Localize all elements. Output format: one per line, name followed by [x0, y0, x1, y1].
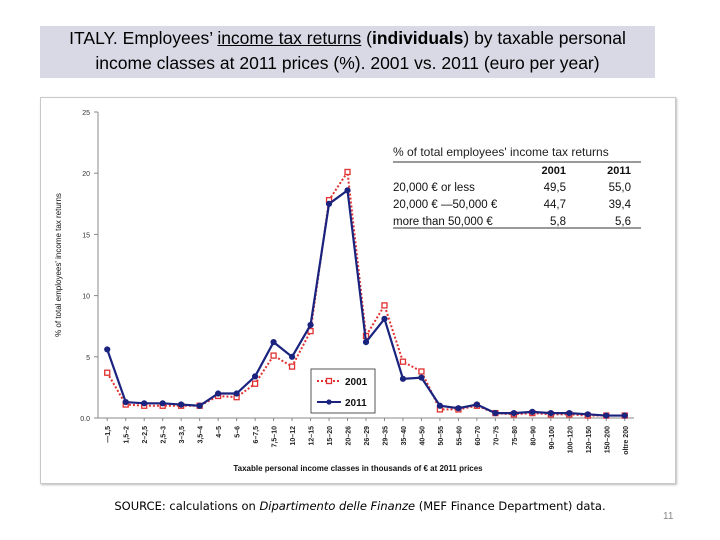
data-point-2011 — [456, 406, 461, 411]
data-point-2011 — [160, 401, 165, 406]
inset-table-cell: 49,5 — [543, 182, 566, 194]
data-point-2011 — [437, 403, 442, 408]
data-point-2011 — [622, 413, 627, 418]
data-point-2011 — [105, 347, 110, 352]
y-tick-label: 10 — [82, 293, 90, 301]
data-point-2011 — [123, 399, 128, 404]
title-bold: individuals — [371, 28, 464, 48]
inset-table-cell: 39,4 — [608, 199, 631, 211]
x-tick-label: 100–120 — [567, 426, 575, 454]
data-point-2011 — [216, 391, 221, 396]
x-tick-label: 12–15 — [308, 426, 316, 446]
x-tick-label: 10–12 — [290, 426, 298, 446]
title-line2: income classes at 2011 prices (%). 2001 vs. 2011 (euro per year) — [95, 53, 600, 73]
data-point-2011 — [604, 413, 609, 418]
slide-title — [40, 26, 655, 78]
source-prefix: SOURCE: calculations on — [114, 499, 260, 513]
x-tick-label: 70–75 — [493, 426, 501, 446]
data-point-2001 — [419, 369, 424, 374]
y-tick-label: 25 — [82, 110, 90, 117]
x-tick-label: 20–26 — [345, 426, 353, 446]
data-point-2011 — [289, 354, 294, 359]
x-tick-label: 75–80 — [511, 426, 519, 446]
inset-table-row-label: more than 50,000 € — [393, 216, 493, 228]
y-tick-label: 15 — [82, 232, 90, 240]
y-axis-title: % of total employees' income tax returns — [54, 193, 63, 337]
source-italic: Dipartimento delle Finanze — [259, 499, 416, 513]
page-number: 11 — [663, 511, 674, 522]
inset-table-cell: 55,0 — [608, 182, 631, 194]
data-point-2011 — [197, 403, 202, 408]
x-tick-label: 15–20 — [327, 426, 335, 446]
title-part1: ITALY. Employees’ — [69, 28, 218, 48]
x-tick-label: 40–50 — [419, 426, 427, 446]
title-part3: ) by taxable personal — [463, 28, 626, 48]
inset-table-row-label: 20,000 € —50,000 € — [393, 199, 498, 211]
inset-table-row-label: 20,000 € or less — [393, 182, 475, 194]
chart-frame — [40, 97, 676, 484]
x-tick-label: 90–100 — [548, 426, 556, 450]
source-suffix: (MEF Finance Department) data. — [415, 499, 606, 513]
x-tick-label: 50–55 — [437, 426, 445, 446]
x-tick-label: 6–7,5 — [253, 426, 261, 444]
data-point-2011 — [253, 374, 258, 379]
y-tick-label: 0.0 — [80, 416, 90, 423]
inset-table-header: 2001 — [541, 165, 566, 177]
data-point-2011 — [474, 402, 479, 407]
data-point-2011 — [493, 411, 498, 416]
x-axis-title: Taxable personal income classes in thousands of € at 2011 prices — [233, 464, 483, 473]
legend-label-2011: 2011 — [345, 398, 367, 409]
legend-label-2001: 2001 — [345, 377, 368, 388]
source-note — [0, 499, 720, 513]
data-point-2001 — [345, 169, 350, 174]
data-point-2011 — [511, 411, 516, 416]
x-tick-label: 3–3,5 — [179, 426, 187, 444]
data-point-2001 — [105, 370, 110, 375]
x-tick-label: 2–2,5 — [142, 426, 150, 444]
legend-marker-2011 — [326, 399, 331, 404]
data-point-2011 — [400, 376, 405, 381]
x-tick-label: 55–60 — [456, 426, 464, 446]
x-tick-label: 26–29 — [364, 426, 371, 446]
legend — [311, 369, 375, 413]
data-point-2001 — [400, 359, 405, 364]
x-tick-label: 80–90 — [530, 426, 538, 446]
y-tick-label: 20 — [82, 171, 90, 179]
title-underlined: income tax returns — [217, 28, 362, 48]
x-tick-label: 1,5–2 — [123, 426, 131, 444]
x-tick-label: 3,5–4 — [197, 426, 205, 444]
data-point-2011 — [548, 411, 553, 416]
x-tick-label: 5–6 — [234, 426, 242, 438]
x-tick-label: 29–35 — [382, 426, 390, 446]
data-point-2001 — [290, 364, 295, 369]
x-tick-label: oltre 200 — [622, 426, 630, 455]
data-point-2011 — [345, 188, 350, 193]
inset-table-cell: 5,8 — [550, 216, 566, 228]
inset-table-cell: 44,7 — [543, 199, 566, 211]
x-tick-label: 2,5–3 — [160, 426, 168, 444]
y-tick-label: 5 — [86, 354, 90, 362]
data-point-2011 — [363, 340, 368, 345]
data-point-2001 — [271, 353, 276, 358]
data-point-2001 — [253, 381, 258, 386]
inset-table — [393, 145, 641, 228]
inset-table-cell: 5,6 — [615, 216, 631, 228]
data-point-2011 — [585, 412, 590, 417]
x-tick-label: 4–5 — [216, 426, 224, 438]
data-point-2011 — [567, 411, 572, 416]
data-point-2011 — [234, 391, 239, 396]
x-tick-label: 7,5–10 — [271, 426, 279, 448]
data-point-2011 — [382, 316, 387, 321]
legend-marker-2001 — [327, 379, 332, 384]
inset-table-title: % of total employees' income tax returns — [393, 145, 609, 159]
x-tick-label: 60–70 — [474, 426, 482, 446]
data-point-2001 — [382, 303, 387, 308]
data-point-2011 — [179, 402, 184, 407]
data-point-2011 — [142, 401, 147, 406]
data-point-2011 — [530, 409, 535, 414]
data-point-2011 — [308, 322, 313, 327]
x-tick-label: 150–200 — [604, 426, 612, 454]
title-part2: ( — [361, 28, 372, 48]
inset-table-header: 2011 — [607, 165, 631, 177]
data-point-2011 — [271, 340, 276, 345]
data-point-2011 — [419, 375, 424, 380]
x-tick-label: 120–150 — [585, 426, 593, 454]
line-chart — [41, 98, 675, 483]
x-tick-label: —1,5 — [105, 426, 113, 443]
data-point-2011 — [326, 201, 331, 206]
x-tick-label: 35–40 — [400, 426, 408, 446]
